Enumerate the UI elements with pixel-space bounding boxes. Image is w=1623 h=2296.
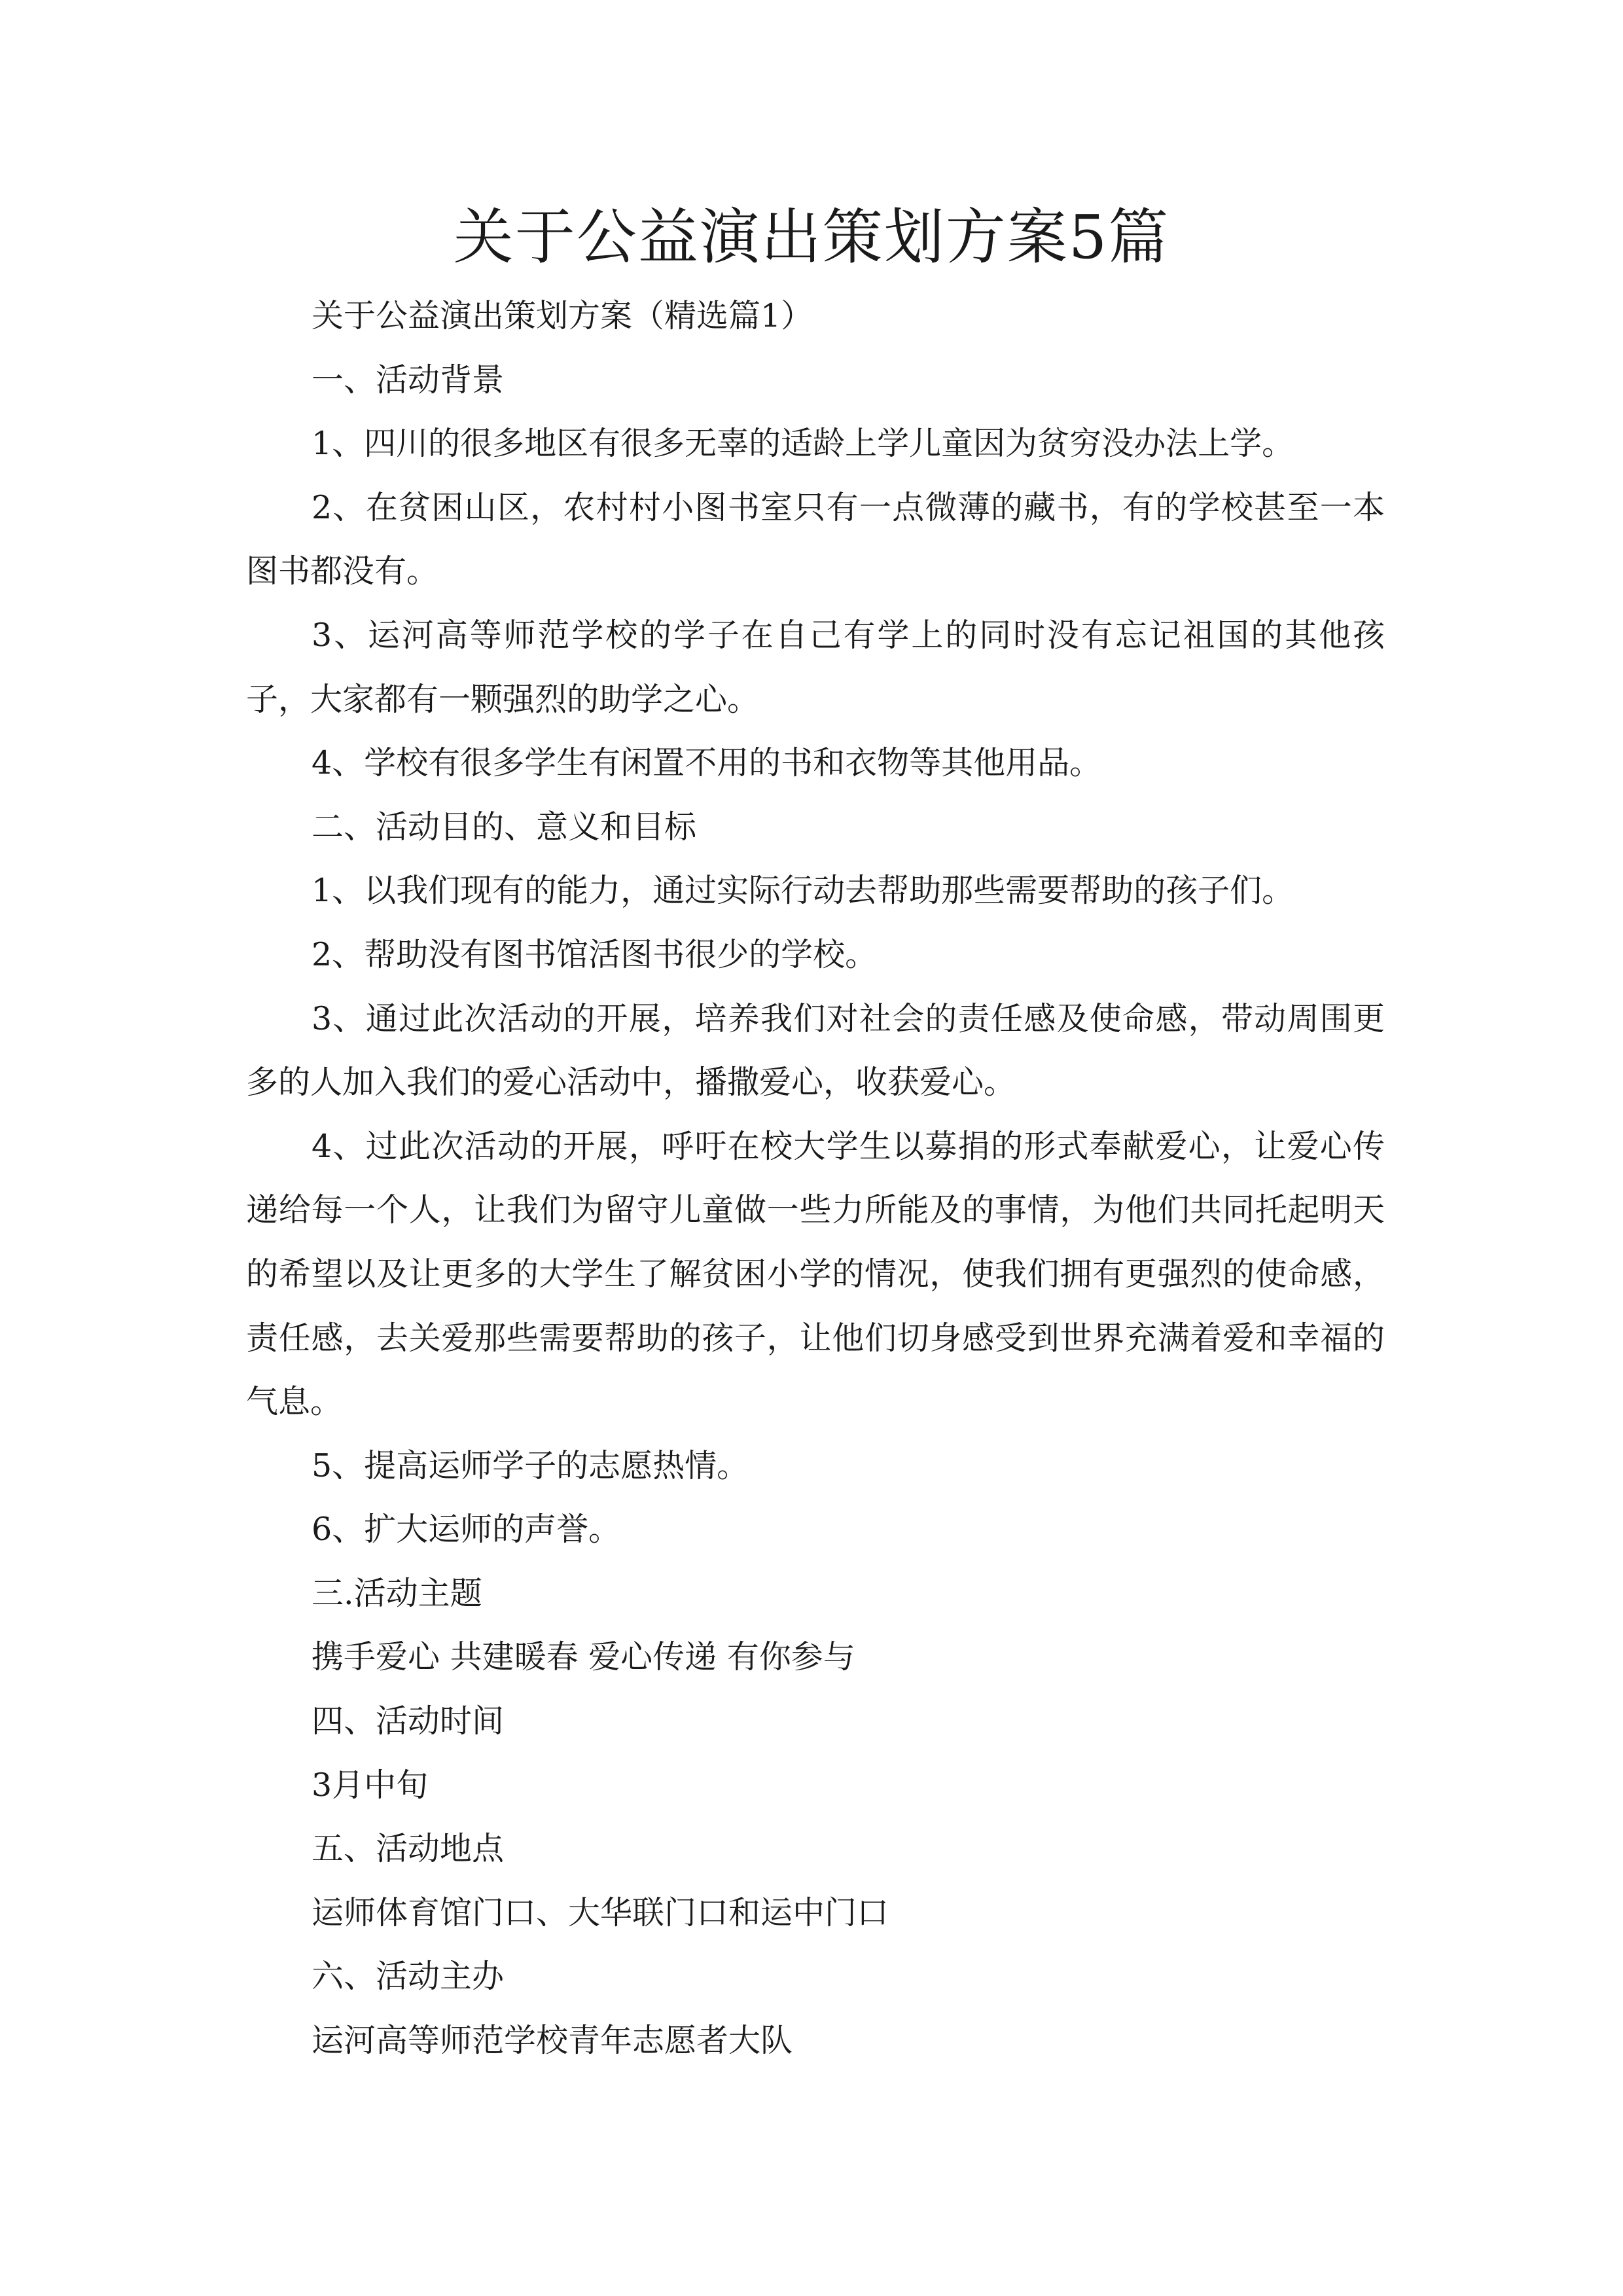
section-subtitle: 关于公益演出策划方案（精选篇1）	[312, 297, 813, 334]
heading-background: 一、活动背景	[312, 361, 505, 399]
paragraph: 6、扩大运师的声誉。	[312, 1511, 621, 1549]
paragraph: 4、过此次活动的开展，呼吁在校大学生以募捐的形式奉献爱心，让爱心传递给每一个人，让我们为留守儿童做一些力所能及的事情，为他们共同托起明天的希望以及让更多的大学生了解贫困小学的情况，使我们拥有更强烈的使命感，责任感，去关爱那些需要帮助的孩子，让他们切身感受到世界充满着爱和幸福的气息。	[246, 1127, 1385, 1421]
paragraph: 2、帮助没有图书馆活图书很少的学校。	[312, 935, 878, 973]
heading-time: 四、活动时间	[312, 1702, 505, 1740]
paragraph: 1、以我们现有的能力，通过实际行动去帮助那些需要帮助的孩子们。	[312, 872, 1294, 910]
document-body	[246, 284, 1385, 2073]
paragraph: 4、学校有很多学生有闲置不用的书和衣物等其他用品。	[312, 744, 1102, 782]
paragraph: 3、运河高等师范学校的学子在自己有学上的同时没有忘记祖国的其他孩子，大家都有一颗强烈的助学之心。	[246, 616, 1385, 718]
event-time: 3月中旬	[312, 1766, 429, 1804]
event-location: 运师体育馆门口、大华联门口和运中门口	[312, 1893, 889, 1931]
paragraph: 3、通过此次活动的开展，培养我们对社会的责任感及使命感，带动周围更多的人加入我们的爱心活动中，播撒爱心，收获爱心。	[246, 999, 1385, 1102]
heading-theme: 三.活动主题	[312, 1574, 482, 1612]
paragraph: 2、在贫困山区，农村村小图书室只有一点微薄的藏书，有的学校甚至一本图书都没有。	[246, 488, 1385, 590]
heading-goals: 二、活动目的、意义和目标	[312, 808, 697, 846]
event-organizer: 运河高等师范学校青年志愿者大队	[312, 2022, 793, 2060]
document-title: 关于公益演出策划方案5篇	[453, 202, 1170, 272]
heading-location: 五、活动地点	[312, 1830, 505, 1868]
theme-slogan: 携手爱心 共建暖春 爱心传递 有你参与	[312, 1638, 855, 1676]
paragraph: 1、四川的很多地区有很多无辜的适龄上学儿童因为贫穷没办法上学。	[312, 425, 1294, 463]
paragraph: 5、提高运师学子的志愿热情。	[312, 1446, 749, 1484]
heading-organizer: 六、活动主办	[312, 1958, 505, 1996]
